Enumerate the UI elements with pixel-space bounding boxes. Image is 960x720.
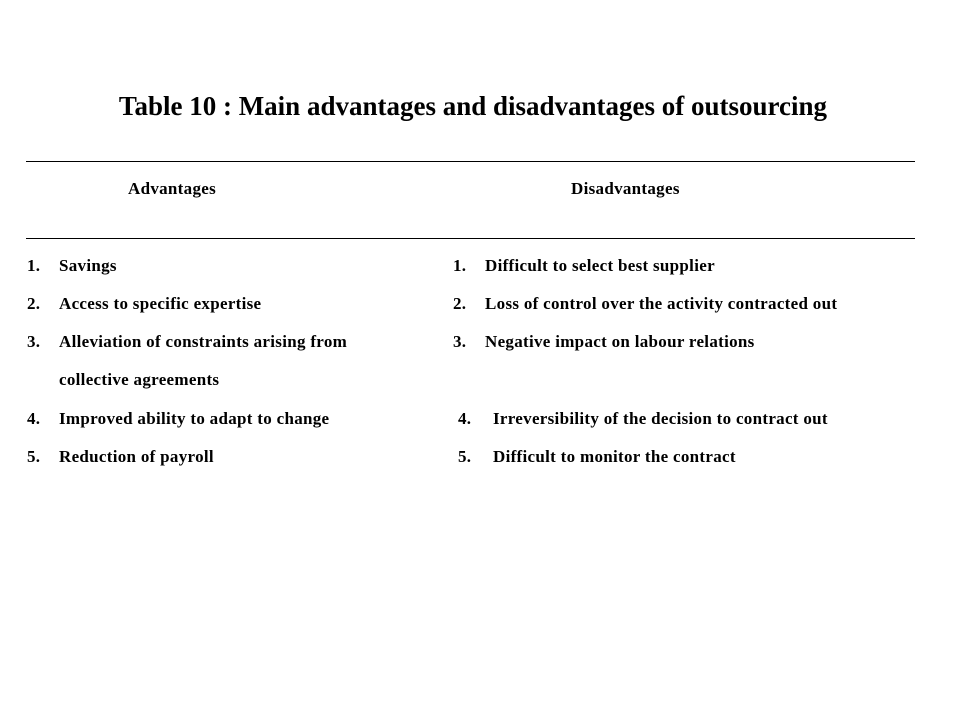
advantage-item: [27, 293, 261, 315]
item-number: 1.: [453, 256, 467, 275]
item-number: 4.: [458, 409, 472, 428]
item-number: 4.: [27, 409, 41, 428]
disadvantage-item: [453, 293, 837, 315]
item-text: Difficult to select best supplier: [485, 256, 715, 275]
item-text: Alleviation of constraints arising from: [59, 332, 348, 351]
item-number: 1.: [27, 256, 41, 275]
disadvantage-item: [458, 446, 736, 468]
disadvantage-item: [453, 331, 755, 353]
item-text: Savings: [59, 256, 117, 275]
advantage-item: [27, 446, 214, 468]
item-number: 3.: [27, 332, 41, 351]
item-text: Difficult to monitor the contract: [493, 447, 736, 466]
advantage-item: [27, 331, 347, 353]
item-number: 5.: [27, 447, 41, 466]
top-rule: [26, 161, 915, 162]
header-rule: [26, 238, 915, 239]
advantage-item: [27, 408, 329, 430]
advantages-header: Advantages: [128, 179, 217, 198]
table-title: Table 10 : Main advantages and disadvantages of outsourcing: [118, 91, 828, 121]
item-text: Reduction of payroll: [59, 447, 214, 466]
item-number: 2.: [453, 294, 467, 313]
advantage-item-continuation: collective agreements: [59, 370, 220, 389]
item-text: Irreversibility of the decision to contract out: [493, 409, 828, 428]
item-text: Negative impact on labour relations: [485, 332, 755, 351]
disadvantage-item: [453, 255, 715, 277]
advantage-item: [27, 255, 117, 277]
item-text: Access to specific expertise: [59, 294, 262, 313]
disadvantage-item: [458, 408, 828, 430]
item-number: 2.: [27, 294, 41, 313]
item-text: Loss of control over the activity contracted out: [485, 294, 838, 313]
item-number: 3.: [453, 332, 467, 351]
disadvantages-header: Disadvantages: [571, 179, 680, 198]
item-text: Improved ability to adapt to change: [59, 409, 330, 428]
item-number: 5.: [458, 447, 472, 466]
